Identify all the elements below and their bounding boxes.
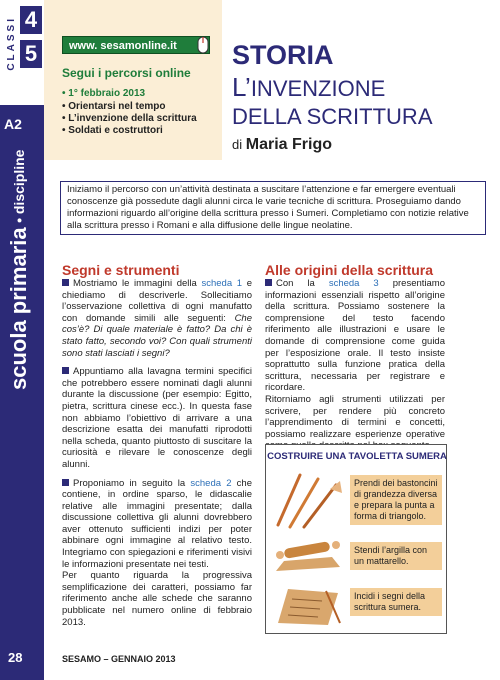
website-logo[interactable]: www. sesamonline.it — [62, 36, 210, 54]
page-title: STORIA — [232, 40, 334, 70]
class-number-5: 5 — [20, 40, 42, 68]
paragraph: Proponiamo in seguito la scheda 2 che contiene, in ordine sparso, le didascalie relative alle immagini presentate; dalla discussione collettiva gli alunni dovrebbero aver ottenuto sufficienti indizi per poter abbinare ogni immagine al relativo testo. Integriamo con spiegazioni e riferimenti visivi le informazioni presentate nei testi. Per quanto riguarda la progressiva semplificazione dei caratteri, possiamo far riferimento anche alle schede che saranno pubblicate nel numero online di febbraio 2013. — [62, 477, 252, 628]
title-invenzione: INVENZIONE — [250, 76, 386, 101]
sticks-illustration — [270, 469, 346, 531]
vertical-sub: • discipline — [11, 150, 27, 224]
build-step-1: Prendi dei bastoncini di grandezza diversa e prepara la punta a forma di triangolo. — [350, 475, 442, 525]
title-apostrophe: L’ — [232, 72, 251, 102]
online-date: • 1° febbraio 2013 — [62, 88, 146, 99]
right-column — [265, 278, 445, 459]
section-title-segni: Segni e strumenti — [62, 262, 180, 278]
scheda-2-link[interactable]: scheda 2 — [190, 477, 232, 489]
list-item: • Soldati e costruttori — [62, 125, 197, 137]
footer-issue: SESAMO – GENNAIO 2013 — [62, 654, 176, 664]
class-number-4: 4 — [20, 6, 42, 34]
build-box-title: COSTRUIRE UNA TAVOLETTA SUMERA — [267, 451, 447, 462]
byline-di: di — [232, 137, 243, 152]
left-column — [62, 278, 252, 635]
bullet-square-icon — [265, 279, 272, 286]
paragraph: Mostriamo le immagini della scheda 1 e chiediamo di descriverle. Sollecitiamo l’osservazione collettiva di ogni manufatto con domande simili alle seguenti: Che cos’è? Di quale materiale è fatto? Da chi è stato fatto, secondo voi? Con quali strumenti sono stati lasciati i segni? — [62, 278, 252, 359]
scheda-3-link[interactable]: scheda 3 — [328, 278, 379, 289]
bullet-square-icon — [62, 479, 69, 486]
page-number: 28 — [8, 650, 23, 665]
list-item: • L’invenzione della scrittura — [62, 113, 197, 125]
online-list — [62, 101, 197, 137]
author-name: Maria Frigo — [245, 136, 332, 153]
bullet-square-icon — [62, 367, 69, 374]
clay-tablet-illustration — [270, 583, 346, 629]
bullet-square-icon — [62, 279, 69, 286]
vertical-main: scuola primaria — [6, 227, 31, 391]
paragraph: Con la scheda 3 presentiamo informazioni essenziali rispetto all’origine della scrittura. Possiamo sostenere la comprensione del testo facendo riferimento alle illustrazioni e usare le domande di comprensione come guida per l’esposizione orale. Il testo insiste soprattutto sulla funzione pratica della scrittura, necessaria per registrare e ricordare. Ritorniamo agli strumenti utilizzati per scrivere, per rendere più concreto l’apprendimento di termini e concetti, possiamo realizzare esperienze operative — [265, 278, 446, 440]
intro-box: Iniziamo il percorso con un’attività destinata a suscitare l’attenzione e far emergere eventuali conoscenze già possedute dagli alunni circa le varie tecniche di scrittura. Proseguiamo dando informazioni riguardo all’origine della scrittura presso i Sumeri. Completiamo con notizie relative alla scrittura presso i Romani e alla diffusione delle lingue neolatine. — [60, 181, 486, 235]
rolling-pin-illustration — [270, 537, 346, 577]
paragraph: Appuntiamo alla lavagna termini specifici che potrebbero essere nominati dagli alunni durante la discussione (per esempio: Egitto, pietra, scrittura cinese ecc.). In questa fase non abbiamo l’obiettivo di arrivare a una descrizione esatta dei manufatti riprodotti nella scheda, quanto piuttosto di suscitare la curiosità e rilevare le conoscenze degli alunni. — [62, 366, 252, 470]
build-step-2: Stendi l’argilla con un mattarello. — [350, 542, 442, 570]
build-tablet-box — [265, 444, 447, 634]
list-item: • Orientarsi nel tempo — [62, 101, 197, 113]
classi-label: CLASSI — [6, 16, 17, 71]
section-title-origini: Alle origini della scrittura — [265, 262, 434, 278]
online-heading: Segui i percorsi online — [62, 66, 191, 80]
byline — [232, 136, 332, 154]
build-step-3: Incidi i segni della scrittura sumera. — [350, 588, 442, 616]
title-line-3: DELLA SCRITTURA — [232, 104, 433, 129]
section-code: A2 — [4, 116, 22, 132]
mouse-icon — [197, 36, 209, 54]
scheda-1-link[interactable]: scheda 1 — [201, 278, 243, 289]
title-line-2 — [232, 72, 385, 103]
vertical-section-title — [6, 150, 36, 510]
